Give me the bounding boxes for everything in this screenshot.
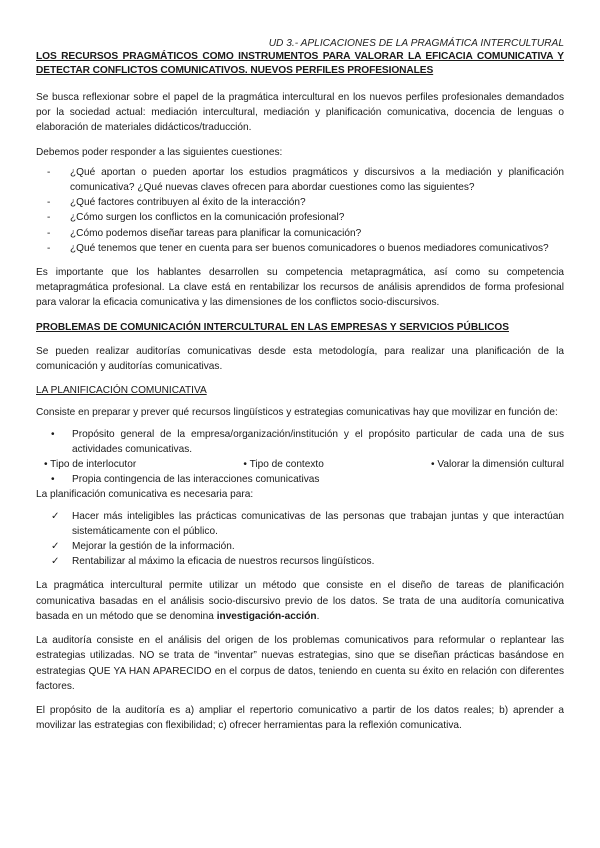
purpose-paragraph: El propósito de la auditoría es a) ampliar el repertorio comunicativo a partir de los datos reales; b) aprender a movilizar las estrategias con flexibilidad; c) ofrecer herramientas para la reflexión comunicativa. <box>36 704 564 732</box>
section-title-problems: PROBLEMAS DE COMUNICACIÓN INTERCULTURAL EN LAS EMPRESAS Y SERVICIOS PÚBLICOS <box>36 321 509 333</box>
list-item: • Tipo de contexto <box>243 459 324 471</box>
subsection-title-planning: LA PLANIFICACIÓN COMUNICATIVA <box>36 385 207 397</box>
factors-list-end <box>36 472 564 487</box>
list-item: - ¿Qué aportan o pueden aportar los estudios pragmáticos y discursivos a la mediación y planificación comunicativa? ¿Qué nuevas claves ofrecen para abordar cuestiones como las siguientes? <box>47 166 564 194</box>
running-header: UD 3.- APLICACIONES DE LA PRAGMÁTICA INTERCULTURAL <box>268 38 564 49</box>
intro-paragraph: Se busca reflexionar sobre el papel de la pragmática intercultural en los nuevos perfiles profesionales demandados por la sociedad actual: mediación intercultural, mediación y planificación comunicativa, docencia de lenguas o elaboración de materiales didácticos/traducción. <box>36 92 564 134</box>
list-item: • Propósito general de la empresa/organización/institución y el propósito particular de cada una de sus actividades comunicativas. <box>51 428 564 455</box>
planning-intro: Consiste en preparar y prever qué recursos lingüísticos y estrategias comunicativas hay que movilizar en función de: <box>36 407 558 419</box>
list-item: - ¿Cómo surgen los conflictos en la comunicación profesional? <box>47 212 345 224</box>
list-item: ✓ Rentabilizar al máximo la eficacia de nuestros recursos lingüísticos. <box>51 556 375 568</box>
factors-list <box>36 427 564 457</box>
metapragmatic-paragraph: Es importante que los hablantes desarrollen su competencia metapragmática, así como su competencia metapragmática profesional. La clave está en rentabilizar los recursos de análisis aprendidos de forma profesional para valorar la eficacia comunicativa y las dimensiones de los conflictos socio-discursivos. <box>36 267 564 309</box>
questions-intro: Debemos poder responder a las siguientes cuestiones: <box>36 146 283 158</box>
list-item: ✓ Hacer más inteligibles las prácticas comunicativas de las personas que trabajan juntas y que interactúan sistemáticamente con el público. <box>51 510 564 537</box>
document-content <box>36 37 564 742</box>
factors-inline-row <box>36 457 564 472</box>
method-paragraph: La pragmática intercultural permite utilizar un método que consiste en el diseño de tareas de planificación comunicativa basadas en el análisis socio-discursivo previo de los datos. Se trata de una auditoría comunicativa basada en un método que se denomina investigación-acción. <box>36 580 564 622</box>
benefits-list <box>36 509 564 570</box>
list-item: ✓ Mejorar la gestión de la información. <box>51 541 235 553</box>
document-title: LOS RECURSOS PRAGMÁTICOS COMO INSTRUMENTOS PARA VALORAR LA EFICACIA COMUNICATIVA Y DETECTAR CONFLICTOS COMUNICATIVOS. NUEVOS PERFILES PROFESIONALES <box>36 51 564 76</box>
necessary-intro: La planificación comunicativa es necesaria para: <box>36 489 254 501</box>
list-item: • Propia contingencia de las interacciones comunicativas <box>51 474 320 486</box>
list-item: • Tipo de interlocutor <box>44 459 137 471</box>
section-problems-paragraph: Se pueden realizar auditorías comunicativas desde esta metodología, para realizar una planificación de la comunicación y auditorías comunicativas. <box>36 345 564 373</box>
audit-paragraph: La auditoría consiste en el análisis del origen de los problemas comunicativos para reformular o replantear las estrategias utilizadas. NO se trata de “inventar” nuevas estrategias, sino que se diseñan prácticas basándose en estrategias QUE YA HAN APARECIDO en el corpus de datos, teniendo en cuenta su éxito en relación con diferentes factores. <box>36 635 564 692</box>
list-item: - ¿Qué tenemos que tener en cuenta para ser buenos comunicadores o buenos mediadores comunicativos? <box>47 242 549 254</box>
method-term: investigación-acción <box>216 610 317 622</box>
questions-list <box>36 165 564 256</box>
list-item: - ¿Qué factores contribuyen al éxito de la interacción? <box>47 197 306 209</box>
list-item: - ¿Cómo podemos diseñar tareas para planificar la comunicación? <box>47 227 362 239</box>
list-item: • Valorar la dimensión cultural <box>431 459 564 471</box>
